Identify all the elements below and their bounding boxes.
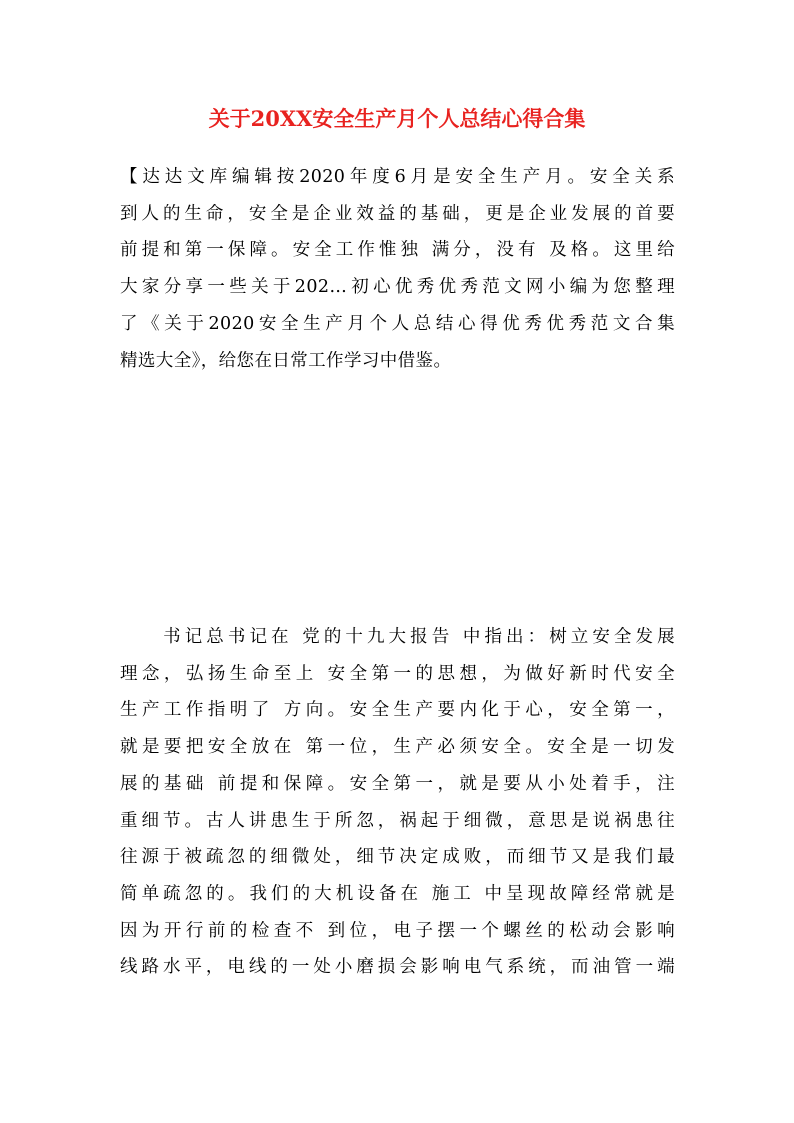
body-line: 生产工作指明了 方向。安全生产要内化于心，安全第一， (120, 700, 675, 721)
body-line: 因为开行前的检查不 到位，电子摆一个螺丝的松动会影响 (120, 920, 675, 941)
editor-note-line: 大家分享一些关于202…初心优秀优秀范文网小编为您整理 (120, 277, 675, 298)
document-title: 关于20XX安全生产月个人总结心得合集 (208, 106, 586, 131)
body-line: 展的基础 前提和保障。安全第一，就是要从小处着手，注 (120, 773, 675, 794)
body-line: 往源于被疏忽的细微处，细节决定成败，而细节又是我们最 (120, 847, 675, 868)
editor-note-paragraph (120, 159, 675, 379)
body-line: 重细节。古人讲患生于所忽，祸起于细微，意思是说祸患往 (120, 810, 675, 831)
body-line: 理念，弘扬生命至上 安全第一的思想，为做好新时代安全 (120, 663, 675, 684)
body-line: 就是要把安全放在 第一位，生产必须安全。安全是一切发 (120, 737, 675, 758)
editor-note-line: 了《关于2020安全生产月个人总结心得优秀优秀范文合集 (120, 313, 675, 334)
body-line: 线路水平，电线的一处小磨损会影响电气系统，而油管一端 (120, 957, 675, 978)
body-line: 书记总书记在 党的十九大报告 中指出：树立安全发展 (120, 627, 675, 647)
body-paragraph (120, 619, 675, 986)
editor-note-line: 前提和第一保障。安全工作惟独 满分，没有 及格。这里给 (120, 240, 675, 261)
editor-note-line: 到人的生命，安全是企业效益的基础，更是企业发展的首要 (120, 203, 675, 224)
body-line: 简单疏忽的。我们的大机设备在 施工 中呈现故障经常就是 (120, 883, 675, 904)
editor-note-line: 【达达文库编辑按2020年度6月是安全生产月。安全关系 (120, 167, 675, 187)
editor-note-line: 精选大全》，给您在日常工作学习中借鉴。 (120, 350, 452, 371)
